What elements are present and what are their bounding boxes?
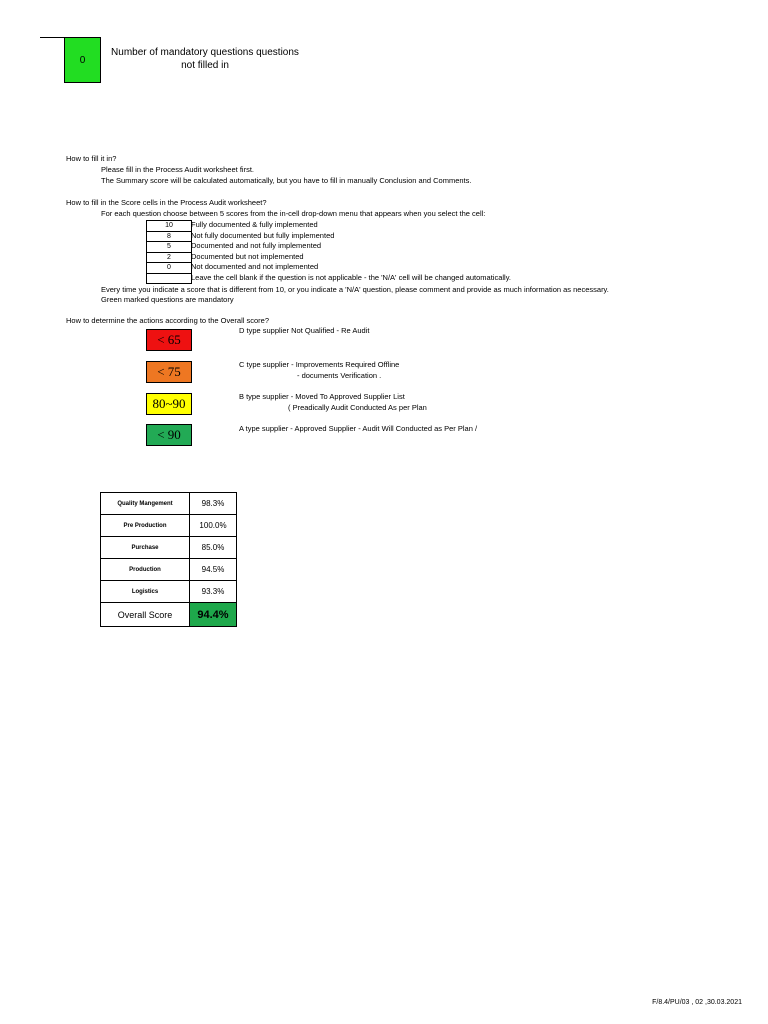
overall-score-label: Overall Score <box>101 603 190 627</box>
summary-category: Logistics <box>101 581 190 603</box>
score-value: 8 <box>147 231 192 242</box>
summary-category: Quality Mangement <box>101 493 190 515</box>
rating-d-line1: D type supplier Not Qualified - Re Audit <box>239 326 370 335</box>
unfilled-questions-count: 0 <box>64 37 101 83</box>
summary-row <box>101 493 237 515</box>
summary-score-table <box>100 492 237 627</box>
rating-a-line1: A type supplier - Approved Supplier - Audit Will Conducted as Per Plan / <box>239 424 478 433</box>
summary-value: 98.3% <box>190 493 237 515</box>
document-footer-code: F/8.4/PU/03 , 02 ,30.03.2021 <box>652 999 742 1006</box>
score-description: Fully documented & fully implemented <box>191 220 318 229</box>
rating-c-line2: - documents Verification . <box>297 371 382 380</box>
summary-row <box>101 559 237 581</box>
comment-note: Every time you indicate a score that is different from 10, or you indicate a 'N/A' question, please comment and provide as much information as necessary. <box>101 285 609 294</box>
score-value <box>147 273 192 284</box>
score-description: Leave the cell blank if the question is not applicable - the 'N/A' cell will be changed automatically. <box>191 272 511 282</box>
counter-label-line2: not filled in <box>181 60 229 71</box>
actions-heading: How to determine the actions according to the Overall score? <box>66 316 270 325</box>
summary-row <box>101 515 237 537</box>
rating-b-line1: B type supplier - Moved To Approved Supplier List <box>239 392 405 401</box>
summary-category: Purchase <box>101 537 190 559</box>
summary-row <box>101 581 237 603</box>
summary-row <box>101 537 237 559</box>
mandatory-note: Green marked questions are mandatory <box>101 295 234 304</box>
score-value: 10 <box>147 221 192 232</box>
rating-d-box: < 65 <box>146 329 192 351</box>
score-value: 5 <box>147 242 192 253</box>
how-to-fill-heading: How to fill it in? <box>66 154 117 163</box>
summary-category: Production <box>101 559 190 581</box>
score-legend-table <box>146 220 192 284</box>
overall-score-value: 94.4% <box>190 603 237 627</box>
rating-b-line2: ( Preadically Audit Conducted As per Plan <box>288 403 427 412</box>
unfilled-questions-label <box>103 46 307 72</box>
counter-label-line1: Number of mandatory questions questions <box>111 47 299 58</box>
score-row <box>147 273 192 284</box>
score-description: Not fully documented but fully implemented <box>191 230 335 240</box>
score-value: 2 <box>147 252 192 263</box>
score-row <box>147 252 192 263</box>
summary-value: 100.0% <box>190 515 237 537</box>
score-description: Documented but not implemented <box>191 251 304 261</box>
score-row <box>147 263 192 274</box>
top-border-line <box>40 37 66 38</box>
score-cells-heading: How to fill in the Score cells in the Process Audit worksheet? <box>66 198 267 207</box>
score-description: Not documented and not implemented <box>191 262 319 271</box>
how-to-fill-line2: The Summary score will be calculated automatically, but you have to fill in manually Conclusion and Comments. <box>101 176 472 185</box>
rating-a-box: < 90 <box>146 424 192 446</box>
summary-value: 93.3% <box>190 581 237 603</box>
how-to-fill-line1: Please fill in the Process Audit worksheet first. <box>101 165 254 174</box>
score-value: 0 <box>147 263 192 274</box>
summary-value: 94.5% <box>190 559 237 581</box>
score-description: Documented and not fully implemented <box>191 241 322 250</box>
score-row <box>147 231 192 242</box>
score-row <box>147 221 192 232</box>
rating-b-box: 80~90 <box>146 393 192 415</box>
summary-category: Pre Production <box>101 515 190 537</box>
overall-score-row <box>101 603 237 627</box>
rating-c-box: < 75 <box>146 361 192 383</box>
score-row <box>147 242 192 253</box>
score-cells-intro: For each question choose between 5 scores from the in-cell drop-down menu that appears when you select the cell: <box>101 209 486 218</box>
summary-value: 85.0% <box>190 537 237 559</box>
rating-c-line1: C type supplier - Improvements Required Offline <box>239 360 400 369</box>
